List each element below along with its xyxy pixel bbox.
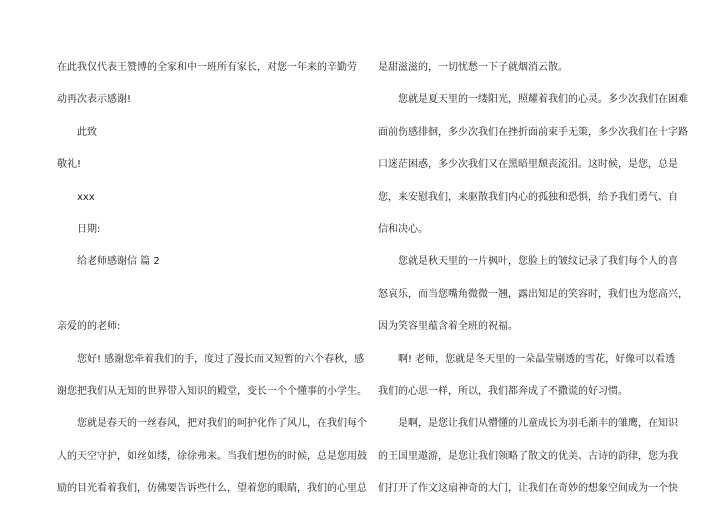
text-line: 的王国里遨游，是您让我们领略了散文的优美、古诗的韵律，您为我	[378, 450, 678, 462]
text-line: 口迷茫困惑，多少次我们又在黑暗里颓丧流泪。这时候，是您，总是	[378, 159, 678, 171]
text-line: 您就是夏天里的一缕阳光，照耀着我们的心灵。多少次我们在困难	[398, 94, 688, 106]
text-line: 此致	[77, 126, 97, 138]
text-line: 您，来安慰我们，来驱散我们内心的孤独和恐惧，给予我们勇气、自	[378, 191, 678, 203]
text-line: 励的目光看着我们，仿佛要告诉些什么，望着您的眼睛，我们的心里总	[57, 483, 367, 495]
text-line: 亲爱的的老师:	[57, 321, 121, 333]
text-line: 啊! 老师，您就是冬天里的一朵晶莹剔透的雪花，好像可以看透	[398, 353, 676, 365]
text-line: 怒哀乐，而当您嘴角微微一翘，露出知足的笑容时，我们也为您高兴，	[378, 288, 688, 300]
text-line: 动再次表示感谢!	[57, 94, 132, 106]
text-line: 是甜滋滋的，一切忧愁一下子就烟消云散。	[378, 62, 568, 73]
text-line: 信和决心。	[378, 224, 428, 235]
text-line: 们打开了作文这扇神奇的大门，让我们在奇妙的想象空间成为一个快	[378, 483, 678, 495]
text-line: 您就是秋天里的一片枫叶，您脸上的皱纹记录了我们每个人的喜	[398, 256, 678, 268]
text-line: 因为笑容里蕴含着全班的祝福。	[378, 321, 518, 333]
text-line: 人的天空守护，如丝如缕，徐徐弗来。当我们想伤的时候，总是您用鼓	[57, 450, 367, 462]
text-line: 谢您把我们从无知的世界带入知识的殿堂，变长一个个懂事的小学生。	[57, 386, 367, 397]
text-line: 我们的心思一样，所以，我们都奔成了不撒谎的好习惯。	[378, 386, 628, 397]
text-line: 日期:	[77, 224, 101, 235]
text-line: 您好! 感谢您牵着我们的手，度过了漫长而又短暂的六个春秋，感	[77, 353, 365, 365]
text-line: 在此我仅代表王赞博的全家和中一班所有家长，对您一年来的辛勤劳	[57, 62, 357, 73]
text-line: 是啊，是您让我们从懵懂的儿童成长为羽毛渐丰的雏鹰，在知识	[398, 418, 678, 430]
text-line: xxx	[77, 191, 95, 203]
text-line: 您就是春天的一丝春风，把对我们的呵护化作了风儿，在我们每个	[77, 418, 367, 430]
text-line: 面前伤感徘徊，多少次我们在挫折面前束手无策，多少次我们在十字路	[378, 126, 688, 138]
text-line: 敬礼!	[57, 159, 82, 171]
text-line: 给老师感谢信 篇 2	[77, 256, 160, 268]
